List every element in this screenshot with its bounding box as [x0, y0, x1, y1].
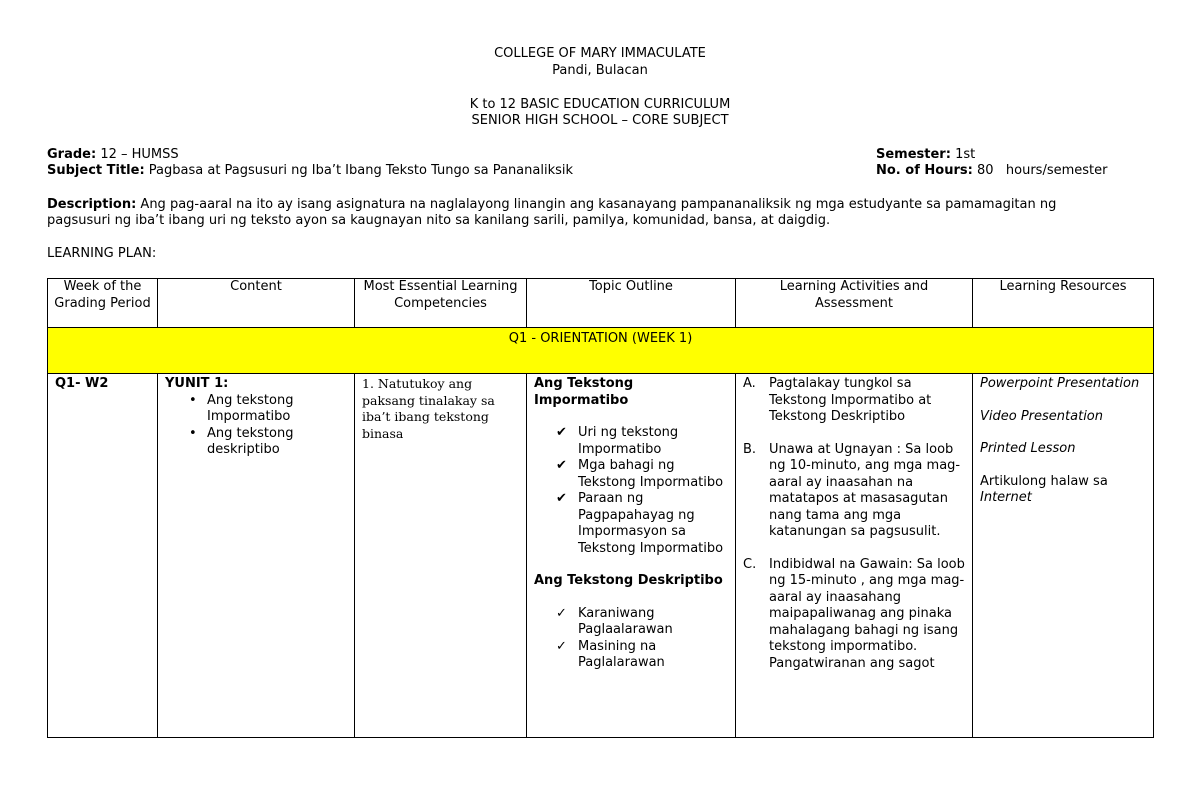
- list-item: ✔ Uri ng tekstong Impormatibo: [556, 425, 679, 457]
- school-location: Pandi, Bulacan: [552, 63, 648, 78]
- list-item: • Ang tekstong Impormatibo: [165, 393, 347, 426]
- hours-field: [876, 163, 1107, 179]
- subject-line: [47, 163, 1147, 179]
- section-banner: Q1 - ORIENTATION (WEEK 1): [48, 328, 1154, 374]
- list-item: ✓ Masining na Paglalarawan: [556, 638, 665, 670]
- checkmark-icon: ✓: [556, 638, 567, 654]
- description-text-1: Ang pag-aaral na ito ay isang asignatura na naglalayong linangin ang kasanayang pampananaliksik ng mga estudyante sa pamamagitan ng: [140, 197, 1057, 212]
- list-item: B. Unawa at Ugnayan : Sa loob ng 10-minuto, ang mga mag-aaral ay inaasahan na matatapos at masasagutan nang tama ang mga katanungan sa pagsusulit.: [743, 441, 961, 539]
- unit-title: YUNIT 1:: [165, 376, 229, 391]
- section-banner-row: [48, 328, 1154, 374]
- content-list: [165, 393, 347, 459]
- checkmark-icon: ✔: [556, 458, 567, 473]
- week-cell: Q1- W2: [48, 374, 158, 738]
- table-header-row: [48, 279, 1154, 328]
- semester-field: [876, 147, 975, 163]
- description-line-1: [47, 197, 1147, 213]
- header-resources: Learning Resources: [973, 279, 1154, 328]
- topic2-list: [534, 606, 728, 672]
- school-name: COLLEGE OF MARY IMMACULATE: [494, 46, 706, 61]
- competency-cell: 1. Natutukoy ang paksang tinalakay sa iba’t ibang tekstong binasa: [355, 374, 527, 738]
- subject-value: Pagbasa at Pagsusuri ng Iba’t Ibang Teksto Tungo sa Pananaliksik: [148, 163, 574, 178]
- semester-value: 1st: [955, 147, 976, 162]
- topic-outline-cell: [527, 374, 736, 738]
- list-item: ✔ Paraan ng Pagpapahayag ng Impormasyon sa Tekstong Impormatibo: [556, 491, 724, 556]
- activities-list: [743, 376, 965, 672]
- learning-plan-table: [47, 278, 1154, 738]
- list-item: ✓ Karaniwang Paglaalarawan: [556, 605, 673, 637]
- activities-cell: [736, 374, 973, 738]
- resource-powerpoint: Powerpoint Presentation: [980, 376, 1140, 391]
- header-topic-outline: Topic Outline: [527, 279, 736, 328]
- hours-value: 80 hours/semester: [976, 163, 1108, 178]
- checkmark-icon: ✓: [556, 605, 567, 621]
- header-competencies: Most Essential Learning Competencies: [355, 279, 527, 328]
- subject-type: SENIOR HIGH SCHOOL – CORE SUBJECT: [471, 113, 729, 128]
- resources-cell: [973, 374, 1154, 738]
- topic2-title: Ang Tekstong Deskriptibo: [534, 573, 723, 588]
- topic1-title: Ang Tekstong Impormatibo: [534, 376, 634, 408]
- grade-value: 12 – HUMSS: [100, 147, 179, 162]
- header-activities: Learning Activities and Assessment: [736, 279, 973, 328]
- semester-label: Semester:: [876, 147, 951, 162]
- header-week: Week of the Grading Period: [48, 279, 158, 328]
- resource-article: Artikulong halaw sa Internet: [980, 473, 1108, 505]
- header-content: Content: [158, 279, 355, 328]
- list-item: A. Pagtalakay tungkol sa Tekstong Impormatibo at Tekstong Deskriptibo: [743, 376, 932, 424]
- hours-label: No. of Hours:: [876, 163, 973, 178]
- list-item: • Ang tekstong deskriptibo: [165, 426, 347, 459]
- description-text-2: pagsusuri ng iba’t ibang uri ng teksto ayon sa kaugnayan nito sa kanilang sarili, pamilya, komunidad, bansa, at daigdig.: [47, 213, 831, 228]
- resource-printed-lesson: Printed Lesson: [980, 441, 1076, 456]
- grade-label: Grade:: [47, 147, 97, 162]
- description-label: Description:: [47, 197, 137, 212]
- checkmark-icon: ✔: [556, 425, 567, 440]
- topic1-list: [534, 425, 728, 557]
- checkmark-icon: ✔: [556, 491, 567, 506]
- grade-line: [47, 147, 1147, 163]
- list-item: C. Indibidwal na Gawain: Sa loob ng 15-minuto , ang mga mag-aaral ay inaasahang maipapaliwanag ang pinaka mahalagang bahagi ng isang tekstong impormatibo. Pangatwiranan ang sagot: [743, 556, 965, 671]
- curriculum-title: K to 12 BASIC EDUCATION CURRICULUM: [469, 97, 731, 112]
- learning-plan-label: LEARNING PLAN:: [47, 246, 157, 261]
- subject-label: Subject Title:: [47, 163, 145, 178]
- list-item: ✔ Mga bahagi ng Tekstong Impormatibo: [556, 458, 724, 490]
- resource-video: Video Presentation: [980, 408, 1103, 424]
- table-row: [48, 374, 1154, 738]
- content-cell: [158, 374, 355, 738]
